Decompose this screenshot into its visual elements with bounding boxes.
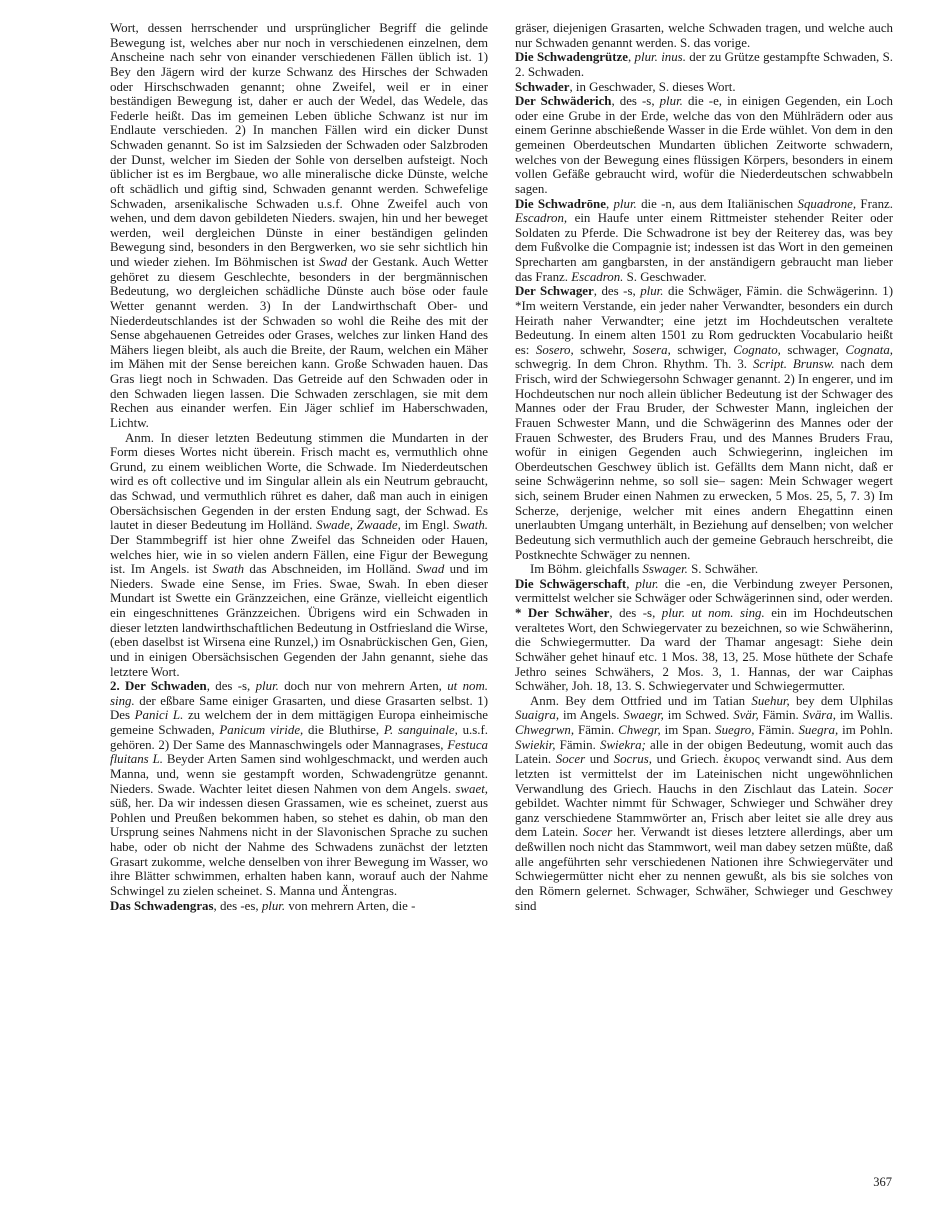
text-run: Squadrone,: [797, 196, 857, 211]
text-run: plur. inus.: [634, 50, 686, 65]
text-run: Anm. Bey dem Ottfried und im Tatian: [530, 693, 752, 708]
text-run: Suegra,: [798, 723, 839, 737]
text-run: süß, her. Da wir indessen diesen Grassamen, wie es scheinet, zuerst aus Pohlen und Preußen bekommen haben, so stehet es dahin, ob man den Ursprung seines Nahmens nicht in der Slavonischen Sprache zu suchen habe, oder ob nicht der Nahme des Schwadens zunächst der letzten Grasart zukomme, welche denselben von ihrer Bewegung im Wasser, wo ihre Blätter schwimmen, erhalten haben kann, worauf auch der Nahme Schwingel zu zielen scheinet. S. Manna und Äntengras.: [110, 796, 488, 898]
text-run: die Schwäger, Fämin. die Schwägerinn. 1) *Im weitern Verstande, ein jeder naher Verwandter, besonders ein durch Heirath naher Verwandter; eine jetzt im Hochdeutschen veraltete Bedeutung. In einem alten 1501 zu Rom gedruckten Vocabulario heißt es:: [515, 284, 893, 357]
text-run: Franz.: [856, 196, 893, 211]
entry-2-der-schwaden: [110, 679, 488, 898]
text-run: Die Schwadrōne: [515, 196, 606, 211]
text-run: im Engl.: [400, 518, 454, 533]
text-run: gräser, diejenigen Grasarten, welche Schwaden tragen, und welche auch nur Schwaden genannt werden. S. das vorige.: [515, 21, 893, 50]
text-run: u.s.f. gehören. 2) Der Same des Mannaschwingels oder Mannagrases,: [110, 723, 489, 752]
text-run: plur.: [613, 196, 637, 211]
text-run: schwegrig. In dem Chron. Rhythm. Th. 3.: [515, 357, 753, 372]
text-run: Swad: [416, 562, 445, 577]
text-run: P. sanguinale,: [383, 723, 458, 737]
text-run: die -en, die Verbindung zweyer Personen, vermittelst welcher sie Schwäger oder Schwägerinnen sind, oder werden.: [515, 576, 893, 606]
text-run: , des -es,: [213, 898, 262, 913]
entry-1-der-schwaden-continuation: [110, 21, 488, 431]
text-run: Chwegrwn,: [515, 723, 575, 737]
text-columns: [110, 21, 893, 913]
text-run: Fämin.: [758, 708, 803, 723]
text-run: der eßbare Same einiger Grasarten, und diese Grasarten selbst. 1) Des: [110, 693, 488, 723]
text-run: Fämin.: [555, 737, 600, 752]
text-run: der zu Grütze gestampfte Schwaden, S. 2. Schwaden.: [515, 50, 894, 79]
text-run: Socer: [582, 825, 613, 840]
text-run: und Griech. ἑκυρος verwandt sind. Aus dem letzten ist vermittelst der im Lateinischen nicht ungewöhnlichen Verwandlung des Griech. Hauchs in den Zischlaut das Latein.: [515, 752, 894, 796]
text-run: S. Schwäher.: [687, 562, 759, 577]
text-run: Der Stammbegriff ist hier ohne Zweifel das Schneiden oder Hauen, welches hier, wie in so vielen andern Fällen, eine Figur der Bewegung ist. Im Angels. ist: [110, 532, 488, 577]
text-run: Swath.: [453, 518, 488, 533]
text-run: S. Geschwader.: [623, 269, 707, 284]
text-run: Svära,: [802, 708, 836, 723]
text-run: Script. Brunsw.: [752, 357, 835, 372]
text-run: doch nur von mehrern Arten,: [278, 679, 448, 694]
text-run: im Span.: [660, 723, 716, 737]
text-run: Panici L.: [134, 708, 184, 723]
page-number: 367: [873, 1175, 892, 1189]
text-run: im Angels.: [559, 708, 624, 723]
text-run: bey dem Ulphilas: [789, 693, 893, 708]
text-run: Swiekra;: [600, 737, 646, 752]
text-run: , in Geschwader, S. dieses Wort.: [569, 79, 736, 94]
text-run: 2. Der Schwaden: [110, 679, 207, 694]
text-run: die Bluthirse,: [303, 723, 384, 737]
entry-der-schwaederich: [515, 94, 893, 196]
text-run: Fämin.: [574, 723, 619, 737]
text-run: schwager,: [780, 342, 846, 357]
text-run: Das Schwadengras: [110, 898, 214, 913]
text-run: gebildet. Wachter nimmt für Schwager, Schwieger und Schwäher drey ganz verschiedene Stammwörter an, Frisch aber leitet sie alle drey aus dem Latein.: [515, 796, 893, 840]
entry-der-schwager: [515, 284, 893, 562]
text-run: Schwader: [515, 79, 570, 94]
text-run: ,: [605, 196, 614, 211]
text-run: Wort, dessen herrschender und ursprünglicher Begriff die gelinde Bewegung ist, welches aber nur noch in verschiedenen einzelnen, dem Anscheine nach sehr von einander verschiedenen Fällen üblich ist. 1) Bey den Jägern wird der kurze Schwanz des Hirsches der Schwaden oder Hirschschwaden genannt; ohne Zweifel, weil er in einer beständigen Bewegung ist, daher er auch der Wedel, das Wedele, das Federle heißt. Das im gemeinen Leben übliche Schwanz ist nur im Endlaute verschieden. 2) In manchen Fällen wird ein dicker Dunst Schwaden genannt. So ist im Salzsieden der Schwaden oder Salzbroden der Dunst, welcher im Sieden der Sohle von derselben aufsteigt. Noch üblicher ist es im Bergbaue, wo alle mineralische dicke Dünste, welche oft schädlich und giftig sind, Schwaden genannt werden. Schwefelige Schwaden, arsenikalische Schwaden u.s.f. Ohne Zweifel auch von wehen, und dem davon gebildeten Nieders. swajen, hin und her beweget werden, weil dergleichen Dünste in einer beständigen gelinden Bewegung sind, besonders in den Bergwerken, wo sie sehr sichtlich hin und wieder ziehen. Im Böhmischen ist: [110, 21, 488, 269]
text-run: Sosero,: [535, 342, 574, 357]
text-run: her. Verwandt ist dieses letztere allerdings, aber um deßwillen noch nicht das Stammwort, weil man dabey setzen müßte, daß alle angeführten sehr verschiedenen Nationen ihre Schwiegerväter und Schwiegermütter nicht eher zu nennen gewußt, als bis sie solches von den Römern gelernet. Schwager, Schwäher, Schwieger und Geschwey sind: [515, 825, 893, 913]
text-run: im Wallis.: [835, 708, 893, 723]
text-run: im Pohln.: [838, 723, 893, 737]
text-run: die -e, in einigen Gegenden, ein Loch oder eine Grube in der Erde, welche das von den Mühlrädern oder aus einem Gerinne abschießende Wasser in die Erde wühlet. Von dem in den gemeinen Oberdeutschen Mundarten üblichen Zeitworte schwadern, welches von der Bewegung eines flüssigen Körpers, besonders in einem vollen Gefäße gebraucht wird, wofür die Niederdeutschen schwabbeln sagen.: [515, 94, 893, 196]
text-run: ein Haufe unter einem Rittmeister stehender Reiter oder Soldaten zu Pferde. Die Schwadrone ist bey der Reiterey das, was bey dem Fußvolke die Compagnie ist; indessen ist das Wort in den gemeinen Sprecharten am gangbarsten, in der anständigern gebraucht man lieber das Franz.: [515, 211, 893, 284]
text-run: Escadron.: [571, 269, 624, 284]
text-run: Die Schwadengrütze: [515, 50, 628, 65]
text-run: Cognato,: [733, 342, 781, 357]
text-run: Festuca fluitans L.: [110, 737, 488, 767]
entry-die-schwadengruetze: [515, 50, 893, 79]
text-run: Suaigra,: [515, 708, 560, 723]
text-run: plur.: [635, 576, 659, 591]
entry-die-schwadrone: [515, 197, 893, 285]
text-run: und: [585, 752, 614, 767]
text-run: ,: [627, 50, 635, 65]
column-left: [110, 21, 488, 913]
text-run: Socrus,: [613, 752, 652, 767]
entry-das-schwadengras: [110, 899, 488, 914]
text-run: Suegro,: [715, 723, 755, 737]
text-run: der Gestank. Auch Wetter gehöret zu diesem Geschlechte, besonders in der bergmännischen Bedeutung, wo dergleichen schädliche Dünste auch böse oder faule Wetter genannt werden. 3) In der Landwirthschaft Ober- und Niederdeutschlandes ist der Schwaden so wohl die Reihe des mit der Sense abgehauenen Getreides oder Grases, welches zur linken Hand des Mähers liegen bleibt, als auch die Breite, der Raum, welchen ein Mäher im Mähen mit der Sense bereichen kann. Große Schwaden hauen. Das Gras liegt noch in Schwaden. Das Getreide auf den Schwaden oder in den Schwaden liegen lassen. Die Schwaden zerschlagen, sie mit dem Rechen aus einander werfen. Ein Jäger schlief im Haberschwaden, Lichtw.: [110, 255, 488, 430]
note-boehm-sswager: [515, 562, 893, 577]
text-run: plur. ut nom. sing.: [661, 606, 765, 620]
text-run: schwiger,: [670, 342, 734, 357]
text-run: ut nom. sing.: [110, 679, 488, 708]
text-run: swaet,: [455, 781, 488, 796]
text-run: Sswager.: [642, 562, 688, 577]
text-run: , des -s,: [609, 606, 662, 620]
anm-schwaeher: [515, 694, 893, 913]
text-run: , des -s,: [206, 679, 256, 694]
entry-die-schwaegerschaft: [515, 577, 893, 606]
text-run: plur.: [255, 679, 279, 694]
text-run: das Abschneiden, im Holländ.: [244, 562, 417, 577]
anm-schwaden: [110, 431, 488, 680]
text-run: und im Nieders. Swade eine Sense, im Fries. Swae, Swah. In eben dieser Mundart ist Swette ein Gränzzeichen, eine Gränze, vielleicht eigentlich ein eingeschnittenes Gränzzeichen. Übrigens wird ein Schwaden in dieser letzten landwirthschaftlichen Bedeutung in Ostfriesland die Wirse, (eben daselbst ist Wirsena eine Runzel,) im Osnabrückischen Gen, Gien, und in einigen Obersächsischen Gegenden der Jahn genannt, siehe das letztere Wort.: [110, 562, 488, 679]
text-run: Swath: [212, 562, 245, 577]
text-run: Der Schwäderich: [515, 94, 612, 109]
entry-der-schwaeher: [515, 606, 893, 694]
text-run: die -n, aus dem Italiänischen: [636, 196, 798, 211]
text-run: Der Schwager: [515, 284, 594, 299]
text-run: , des -s,: [593, 284, 641, 299]
text-run: Escadron,: [515, 211, 568, 226]
text-run: plur.: [261, 898, 286, 913]
text-run: Sosera,: [632, 342, 671, 357]
text-run: im Schwed.: [663, 708, 734, 723]
entry-schwader: [515, 80, 893, 95]
text-run: * Der Schwäher: [515, 606, 610, 620]
text-run: Im Böhm. gleichfalls: [530, 562, 643, 577]
text-run: plur.: [659, 94, 683, 109]
text-run: Socer: [555, 752, 586, 767]
text-run: Suehur,: [751, 693, 790, 708]
text-run: Anm. In dieser letzten Bedeutung stimmen die Mundarten in der Form dieses Wortes nicht überein. Frisch macht es, vermuthlich ohne Grund, zu einem weiblichen Worte, die Schwade. Im Niederdeutschen wird es oft collective und im Singular allein als ein Neutrum gebraucht, das Schwad, und vermuthlich rühret es daher, daß man auch in einigen Obersächsischen Gegenden in der ersten Endung sagt, der Schwad. Es lautet in dieser Bedeutung im Holländ.: [110, 430, 488, 533]
text-run: Swaegr,: [623, 708, 664, 723]
text-run: Beyder Arten Samen sind wohlgeschmackt, und werden auch Manna, und, wenn sie gestampft worden, Schwadengrütze genannt. Nieders. Swade. Wachter leitet diesen Nahmen von dem Angels.: [110, 752, 488, 796]
text-run: Socer: [863, 781, 893, 796]
column-right: [515, 21, 893, 913]
text-run: von mehrern Arten, die -: [285, 898, 416, 913]
text-run: ,: [626, 576, 636, 591]
text-run: plur.: [640, 284, 664, 299]
text-run: Svär,: [733, 708, 759, 723]
text-run: ein im Hochdeutschen veraltetes Wort, den Schwiegervater zu bezeichnen, so wie Schwäherinn, die Schwiegermutter. Da ward der Thamar angesagt: Siehe dein Schwäher gehet hinauf etc. 1 Mos. 38, 13, 25. Mose hüthete der Schafe Jethro seines Schwähers, 2 Mos. 3, 1. Hannas, der war Caiphas Schwäher, Joh. 18, 13. S. Schwiegervater und Schwiegermutter.: [515, 606, 893, 694]
text-run: Panicum viride,: [219, 723, 304, 737]
text-run: , des -s,: [611, 94, 660, 109]
text-run: Swiekir,: [515, 737, 556, 752]
text-run: zu welchem der in dem mittägigen Europa einheimische gemeine Schwaden,: [110, 708, 488, 737]
text-run: Swade, Zwaade,: [316, 518, 401, 533]
text-run: nach dem Frisch, wird der Schwiegersohn Schwager genannt. 2) In engerer, und im Hochdeutschen nur noch allein üblicher Bedeutung ist der Schwager des Mannes oder der Frau Bruder, der Schwester Mann, ingleichen der Frauen Schwester Mann, und die Schwägerinn des Mannes oder der Frauen Schwester, des Bruders Frau, und des Mannes Bruders Frau, wofür in einigen Gegenden auch Schwiegerinn, ingleichen im Oberdeutschen Geschwey üblich ist. Gefällts dem Mann nicht, daß er seine Schwägerinn nehme, so soll sie– sagen: Mein Schwager wegert sich, seinem Bruder einen Nahmen zu erwecken, 5 Mos. 25, 5, 7. 3) Im Scherze, derjenige, welcher mit eines andern Ehegattinn einen unerlaubten Umgang unterhält, in Beziehung auf denselben; von welcher Bedeutung sich vermuthlich auch der gemeine Gebrauch herschreibt, die Postknechte Schwäger zu nennen.: [515, 357, 893, 562]
text-run: Chwegr,: [618, 723, 661, 737]
text-run: alle in der obigen Bedeutung, womit auch das Latein.: [515, 737, 893, 767]
text-run: Swad: [319, 255, 348, 269]
text-run: schwehr,: [573, 342, 633, 357]
text-run: Fämin.: [754, 723, 799, 737]
text-run: Cognata,: [845, 342, 894, 357]
text-run: Die Schwägerschaft: [515, 576, 627, 591]
entry-das-schwadengras-continuation: [515, 21, 893, 50]
